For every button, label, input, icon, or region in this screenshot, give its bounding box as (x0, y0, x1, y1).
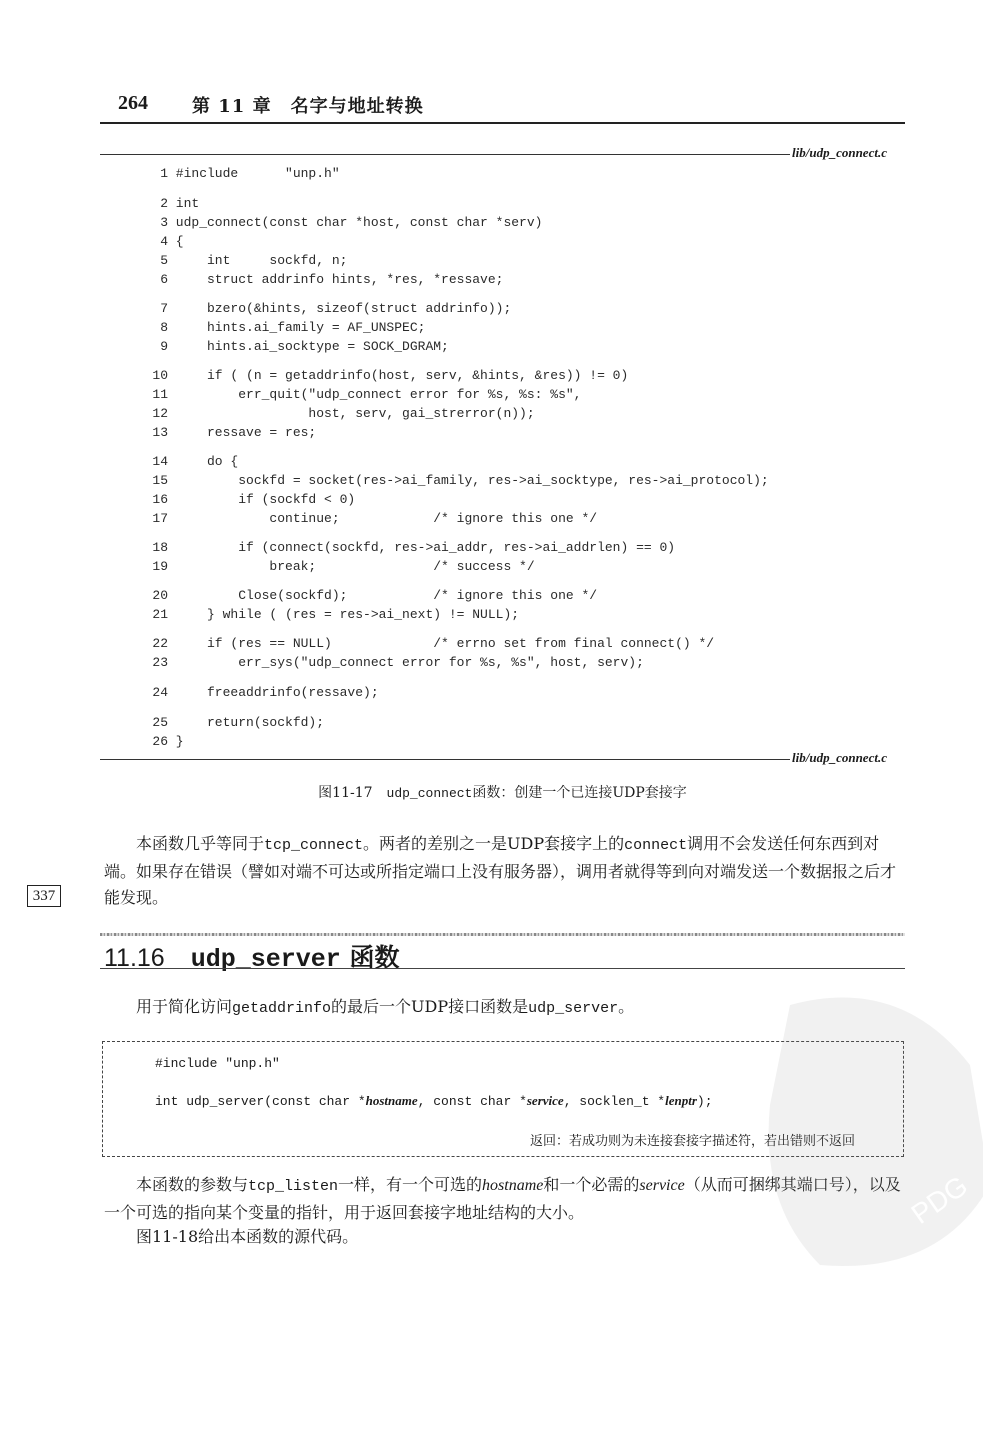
paragraph-figure-ref: 图11-18给出本函数的源代码。 (136, 1227, 359, 1246)
code-line (148, 405, 535, 423)
line-number: 16 (152, 492, 168, 507)
code-text: hints.ai_family = AF_UNSPEC; (168, 320, 426, 335)
line-number: 7 (160, 301, 168, 316)
code-getaddrinfo: getaddrinfo (232, 1000, 332, 1017)
code-text: break; /* success */ (168, 559, 535, 574)
code-text: freeaddrinfo(ressave); (168, 685, 379, 700)
code-line (148, 214, 542, 232)
margin-page-reference: 337 (27, 885, 61, 907)
code-text: if (sockfd < 0) (168, 492, 356, 507)
code-text: int (168, 196, 200, 211)
text: , socklen_t * (563, 1094, 666, 1109)
text: （从而可捆绑其端口号），以及一个可选的指向某个变量的指针，用于返回套接字地址结构的大小。 (104, 1175, 901, 1222)
code-line (148, 386, 581, 404)
term-hostname: hostname (482, 1177, 544, 1194)
line-number: 8 (160, 320, 168, 335)
code-text: if (connect(sockfd, res->ai_addr, res->ai_addrlen) == 0) (168, 540, 676, 555)
line-number: 9 (160, 339, 168, 354)
line-number: 23 (152, 655, 168, 670)
text: 调用不会发送任何东西到对端。如果存在错误（譬如对端不可达或所指定端口上没有服务器），调用者就得等到向对端发送一个数据报之后才能发现。 (104, 834, 897, 907)
code-text: do { (168, 454, 239, 469)
code-text: sockfd = socket(res->ai_family, res->ai_socktype, res->ai_protocol); (168, 473, 769, 488)
code-udp-server: udp_server (528, 1000, 619, 1017)
line-number: 24 (152, 685, 168, 700)
text: ); (696, 1094, 713, 1109)
line-number: 21 (152, 607, 168, 622)
code-line (148, 271, 503, 289)
line-number: 17 (152, 511, 168, 526)
code-line (148, 714, 324, 732)
code-text: host, serv, gai_strerror(n)); (168, 406, 535, 421)
code-text: int sockfd, n; (168, 253, 348, 268)
code-line (148, 195, 199, 213)
page-number: 264 (118, 92, 148, 114)
code-line (148, 367, 628, 385)
code-line (148, 539, 675, 557)
code-text: Close(sockfd); /* ignore this one */ (168, 588, 598, 603)
arg-service: service (526, 1093, 564, 1108)
line-number: 15 (152, 473, 168, 488)
code-line (148, 319, 425, 337)
text: 用于简化访问 (136, 997, 233, 1016)
code-tcp-listen: tcp_listen (248, 1178, 339, 1195)
code-line (148, 300, 511, 318)
code-text: { (168, 234, 184, 249)
code-text: } while ( (res = res->ai_next) != NULL); (168, 607, 520, 622)
figure-caption (100, 782, 905, 802)
text: int udp_server(const char * (155, 1094, 366, 1109)
synopsis-returns: 返回：若成功则为未连接套接字描述符，若出错则不返回 (529, 1134, 855, 1149)
code-line (148, 558, 535, 576)
code-line (148, 491, 355, 509)
text: 和一个必需的 (543, 1175, 640, 1194)
code-line (148, 510, 597, 528)
code-text: if ( (n = getaddrinfo(host, serv, &hints, &res)) != 0) (168, 368, 629, 383)
code-line (148, 587, 597, 605)
code-line (148, 338, 449, 356)
text: , const char * (417, 1094, 527, 1109)
line-number: 5 (160, 253, 168, 268)
paragraph-udp-connect (104, 831, 906, 911)
code-text: continue; /* ignore this one */ (168, 511, 598, 526)
code-line (148, 684, 379, 702)
caption-func: udp_connect (386, 786, 473, 801)
line-number: 18 (152, 540, 168, 555)
code-line (148, 165, 340, 183)
line-number: 13 (152, 425, 168, 440)
line-number: 1 (160, 166, 168, 181)
code-text: ressave = res; (168, 425, 317, 440)
arg-lenptr: lenptr (665, 1093, 697, 1108)
code-text: } (168, 734, 184, 749)
synopsis-prototype (155, 1093, 713, 1109)
code-text: return(sockfd); (168, 715, 325, 730)
code-line (148, 606, 519, 624)
listing-bottom-rule (100, 759, 790, 760)
code-text: #include "unp.h" (168, 166, 340, 181)
paragraph-udp-server-intro (104, 994, 906, 1022)
running-header (100, 88, 905, 124)
section-func: udp_server (190, 945, 341, 974)
code-text: if (res == NULL) /* errno set from final connect() */ (168, 636, 715, 651)
code-line (148, 233, 184, 251)
line-number: 11 (152, 387, 168, 402)
code-line (148, 252, 347, 270)
code-line (148, 424, 316, 442)
line-number: 20 (152, 588, 168, 603)
line-number: 6 (160, 272, 168, 287)
line-number: 4 (160, 234, 168, 249)
code-text: struct addrinfo hints, *res, *ressave; (168, 272, 504, 287)
code-connect: connect (624, 837, 688, 854)
chapter-title: 第 11 章 名字与地址转换 (192, 96, 424, 117)
line-number: 22 (152, 636, 168, 651)
line-number: 26 (152, 734, 168, 749)
code-text: hints.ai_socktype = SOCK_DGRAM; (168, 339, 449, 354)
line-number: 2 (160, 196, 168, 211)
code-line (148, 472, 769, 490)
function-synopsis-box (102, 1041, 904, 1157)
term-service: service (639, 1177, 685, 1194)
line-number: 12 (152, 406, 168, 421)
section-bottom-rule (100, 968, 905, 969)
line-number: 14 (152, 454, 168, 469)
code-text: udp_connect(const char *host, const char *serv) (168, 215, 543, 230)
code-tcp-connect: tcp_connect (264, 837, 364, 854)
code-text: err_quit("udp_connect error for %s, %s: %s", (168, 387, 582, 402)
code-line (148, 453, 238, 471)
arg-hostname: hostname (365, 1093, 418, 1108)
text: 。 (618, 997, 635, 1016)
code-text: err_sys("udp_connect error for %s, %s", host, serv); (168, 655, 644, 670)
text: 一样，有一个可选的 (338, 1175, 483, 1194)
paragraph-udp-server-args (104, 1172, 906, 1226)
line-number: 3 (160, 215, 168, 230)
line-number: 25 (152, 715, 168, 730)
listing-filename-top: lib/udp_connect.c (792, 145, 887, 160)
caption-label: 图11-17 (318, 785, 387, 801)
listing-top-rule (100, 154, 790, 155)
text: 的最后一个UDP接口函数是 (331, 997, 529, 1016)
code-line (148, 654, 644, 672)
caption-text: 函数：创建一个已连接UDP套接字 (472, 785, 687, 801)
text: 。两者的差别之一是UDP套接字上的 (363, 834, 625, 853)
text: 本函数的参数与 (136, 1175, 249, 1194)
text: 本函数几乎等同于 (136, 834, 265, 853)
code-line (148, 635, 714, 653)
code-line (148, 733, 184, 751)
line-number: 10 (152, 368, 168, 383)
synopsis-include: #include "unp.h" (155, 1056, 280, 1071)
section-suffix: 函数 (340, 943, 400, 972)
section-top-rule (100, 933, 905, 936)
section-number: 11.16 (104, 944, 165, 972)
listing-filename-bottom: lib/udp_connect.c (792, 750, 887, 765)
line-number: 19 (152, 559, 168, 574)
code-text: bzero(&hints, sizeof(struct addrinfo)); (168, 301, 512, 316)
watermark-text: PDG (905, 1169, 974, 1230)
